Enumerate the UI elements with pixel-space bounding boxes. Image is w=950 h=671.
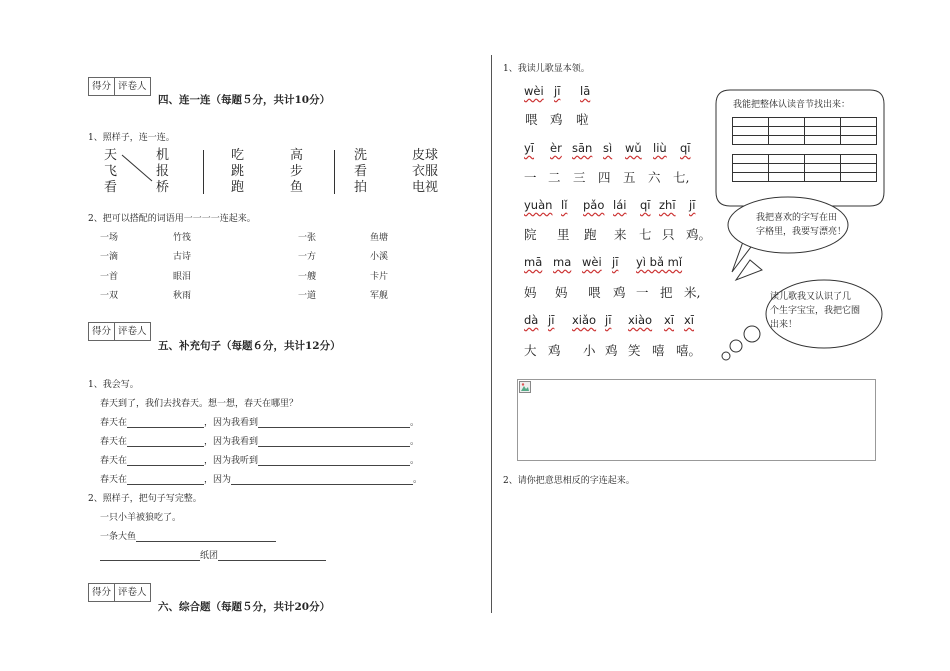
hanzi: 妈 <box>555 285 568 300</box>
hanzi: 小 <box>583 343 596 358</box>
pinyin: dà <box>524 313 539 327</box>
fill-line-2[interactable]: 春天在 ，因为我看到 。 <box>100 437 420 447</box>
match-g1-right: 机 报 桥 <box>156 148 170 195</box>
pinyin: jī <box>605 313 612 327</box>
pinyin: xī <box>684 313 695 327</box>
s5-q1: 1、我会写。 <box>88 380 139 390</box>
pinyin: lā <box>580 84 591 98</box>
pinyin: yī <box>524 141 535 155</box>
bubble2-text: 我把喜欢的字写在田 字格里，我要写漂亮！ <box>756 213 847 237</box>
hanzi: 来 <box>614 227 627 242</box>
score-box-5 <box>88 322 151 341</box>
section6-title: 六、综合题（每题５分，共计20分） <box>158 601 331 613</box>
pinyin: ma <box>553 255 572 269</box>
match-g1-left: 天 飞 看 <box>104 148 118 195</box>
score-box-6 <box>88 583 151 602</box>
pinyin: qī <box>640 198 651 212</box>
pinyin: mā <box>524 255 543 269</box>
column-divider <box>491 55 492 613</box>
hanzi: 鸡 <box>613 285 626 300</box>
hanzi: 一 <box>636 285 649 300</box>
pinyin: sì <box>603 141 613 155</box>
syllable-grid-2[interactable] <box>732 154 877 182</box>
hanzi: 里 <box>557 227 570 242</box>
image-placeholder <box>517 379 876 461</box>
s5-q2: 2、照样子，把句子写完整。 <box>88 494 202 504</box>
example-line <box>120 153 156 185</box>
hanzi: 二 <box>548 170 561 185</box>
reviewer-label: 评卷人 <box>114 78 150 95</box>
score-label: 得分 <box>92 587 112 598</box>
pinyin: zhī <box>659 198 676 212</box>
score-label: 得分 <box>92 326 112 337</box>
pinyin: sān <box>572 141 593 155</box>
fill-line-4[interactable]: 春天在 ，因为 。 <box>100 475 423 485</box>
hanzi: 院 <box>524 227 537 242</box>
hanzi: 四 <box>598 170 611 185</box>
hanzi: 五 <box>623 170 636 185</box>
score-box-4 <box>88 77 151 96</box>
reviewer-label: 评卷人 <box>114 584 150 601</box>
match-g2-right: 高 步 鱼 <box>290 148 304 195</box>
hanzi: 妈 <box>524 285 537 300</box>
pinyin: èr <box>550 141 562 155</box>
hanzi: 七 <box>639 227 652 242</box>
score-label: 得分 <box>92 81 112 92</box>
hanzi: 六 <box>648 170 661 185</box>
pinyin: wèi <box>582 255 602 269</box>
s5-intro: 春天到了，我们去找春天。想一想，春天在哪里？ <box>100 399 299 409</box>
pinyin: jī <box>548 313 555 327</box>
hanzi: 三 <box>573 170 586 185</box>
hanzi: 只 <box>662 227 675 242</box>
bubble1-text: 我能把整体认读音节找出来： <box>733 100 851 110</box>
pairs-col2: 竹筏 古诗 眼泪 秋雨 <box>173 233 192 301</box>
pairs-col4: 鱼塘 小溪 卡片 军舰 <box>370 233 389 301</box>
pinyin: wǔ <box>625 141 642 155</box>
r-q2: 2、请你把意思相反的字连起来。 <box>503 476 635 486</box>
hanzi: 鸡 <box>605 343 618 358</box>
s5-line2[interactable]: 纸团 <box>100 548 326 561</box>
hanzi: 七, <box>673 170 690 185</box>
hanzi: 一 <box>524 170 537 185</box>
hanzi: 跑 <box>584 227 597 242</box>
hanzi: 嘻 <box>652 343 665 358</box>
hanzi: 米, <box>684 285 701 300</box>
pairs-col1: 一场 一滴 一首 一双 <box>100 233 119 301</box>
s4-q1: 1、照样子，连一连。 <box>88 133 175 143</box>
pinyin: liù <box>653 141 667 155</box>
pinyin: wèi <box>524 84 544 98</box>
pinyin: yì bǎ mǐ <box>636 255 683 269</box>
pinyin: pǎo <box>583 198 605 212</box>
s4-q2: 2、把可以搭配的词语用一一一一连起来。 <box>88 214 256 224</box>
pinyin: xī <box>664 313 675 327</box>
pinyin: lái <box>613 198 627 212</box>
group-divider <box>203 150 204 194</box>
s5-line1[interactable]: 一条大鱼 <box>100 529 276 542</box>
pinyin: xiǎo <box>572 313 597 327</box>
pinyin: jī <box>612 255 619 269</box>
bubble3-text: 读儿歌我又认识了几 个生字宝宝，我把它圈 出来！ <box>770 292 861 330</box>
pairs-col3: 一张 一方 一艘 一道 <box>298 233 317 301</box>
s5-example: 一只小羊被狼吃了。 <box>100 513 182 523</box>
match-g3-right: 皮球 衣服 电视 <box>412 148 439 195</box>
pinyin: qī <box>680 141 691 155</box>
pinyin: lǐ <box>561 198 568 212</box>
fill-line-3[interactable]: 春天在 ，因为我听到 。 <box>100 456 420 466</box>
section5-title: 五、补充句子（每题６分，共计12分） <box>158 340 341 352</box>
section4-title: 四、连一连（每题５分，共计10分） <box>158 94 331 106</box>
hanzi: 把 <box>660 285 673 300</box>
group-divider <box>334 150 335 194</box>
pinyin: jī <box>554 84 561 98</box>
hanzi: 鸡 <box>548 343 561 358</box>
hanzi: 啦 <box>576 112 589 127</box>
broken-image-icon <box>519 381 531 393</box>
r-q1: 1、我读儿歌显本领。 <box>503 64 590 74</box>
hanzi: 喂 <box>588 285 601 300</box>
syllable-grid-1[interactable] <box>732 117 877 145</box>
hanzi: 鸡 <box>550 112 563 127</box>
pinyin: xiào <box>628 313 653 327</box>
reviewer-label: 评卷人 <box>114 323 150 340</box>
hanzi: 大 <box>524 343 537 358</box>
pinyin: yuàn <box>524 198 553 212</box>
pinyin: jī <box>689 198 696 212</box>
match-g3-left: 洗 看 拍 <box>354 148 368 195</box>
hanzi: 笑 <box>628 343 641 358</box>
match-g2-left: 吃 跳 跑 <box>231 148 245 195</box>
hanzi: 鸡。 <box>686 227 712 242</box>
hanzi: 嘻。 <box>676 343 702 358</box>
hanzi: 喂 <box>525 112 538 127</box>
fill-line-1[interactable]: 春天在 ，因为我看到 。 <box>100 418 420 428</box>
